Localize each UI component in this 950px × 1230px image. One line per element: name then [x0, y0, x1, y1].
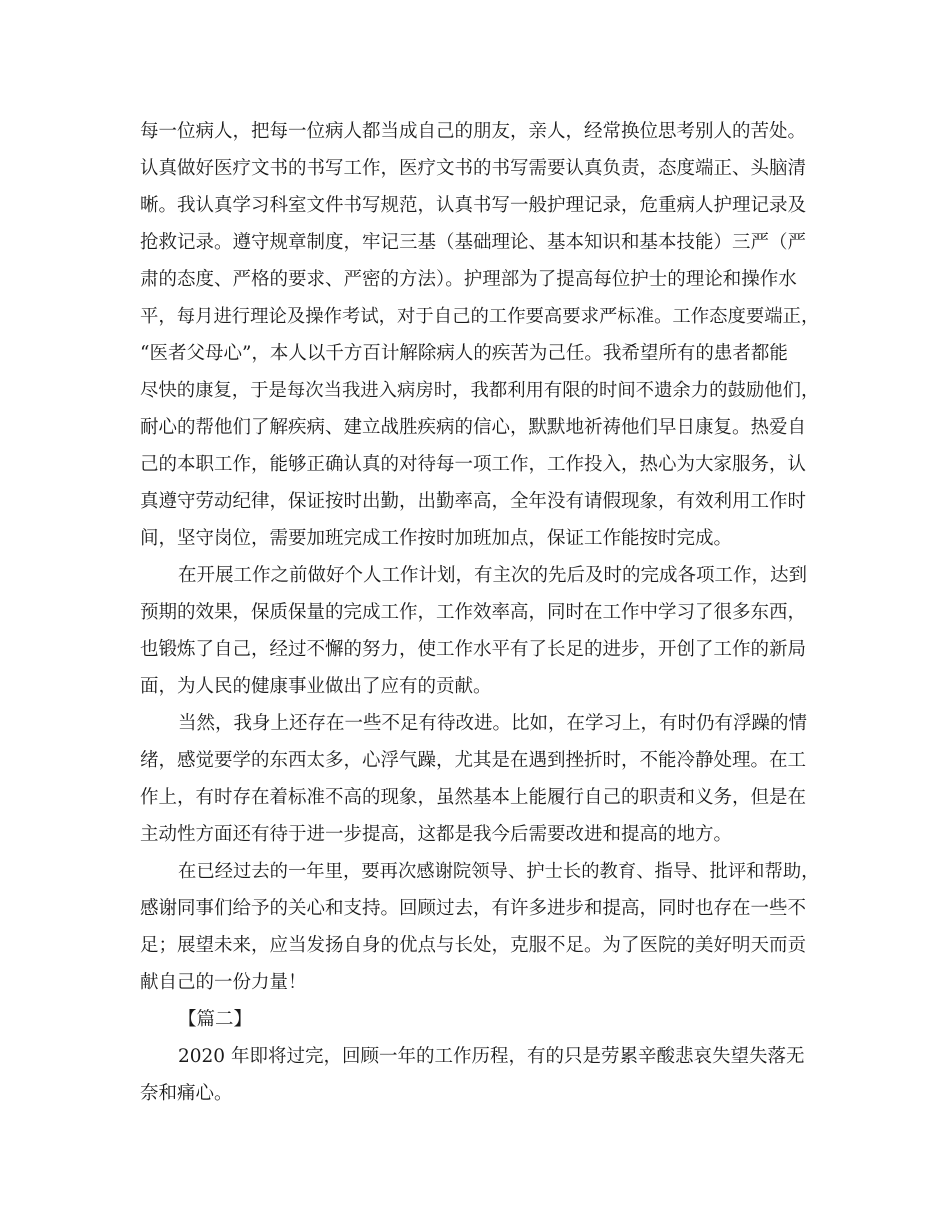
text-line: 作上，有时存在着标准不高的现象，虽然基本上能履行自己的职责和义务，但是在 [140, 787, 807, 808]
text-line: 平，每月进行理论及操作考试，对于自己的工作要高要求严标准。工作态度要端正， [140, 306, 820, 327]
text-line: 认真做好医疗文书的书写工作，医疗文书的书写需要认真负责，态度端正、头脑清 [140, 158, 807, 179]
text-line: 2020 年即将过完，回顾一年的工作历程，有的只是劳累辛酸悲哀失望失落无 [178, 1046, 805, 1067]
text-line: 绪，感觉要学的东西太多，心浮气躁，尤其是在遇到挫折时，不能冷静处理。在工 [140, 750, 807, 771]
text-line: “医者父母心”，本人以千方百计解除病人的疾苦为己任。我希望所有的患者都能 [140, 343, 788, 364]
text-line: 献自己的一份力量！ [140, 972, 307, 993]
text-line: 主动性方面还有待于进一步提高，这都是我今后需要改进和提高的地方。 [140, 824, 733, 845]
text-line: 己的本职工作，能够正确认真的对待每一项工作，工作投入，热心为大家服务，认 [140, 454, 807, 475]
text-line: 尽快的康复，于是每次当我进入病房时，我都利用有限的时间不遗余力的鼓励他们， [140, 380, 820, 401]
text-line: 耐心的帮他们了解疾病、建立战胜疾病的信心，默默地祈祷他们早日康复。热爱自 [140, 417, 807, 438]
text-line: 抢救记录。遵守规章制度，牢记三基（基础理论、基本知识和基本技能）三严（严 [140, 232, 807, 253]
text-line: 感谢同事们给予的关心和支持。回顾过去，有许多进步和提高，同时也存在一些不 [140, 898, 807, 919]
text-line: 真遵守劳动纪律，保证按时出勤，出勤率高，全年没有请假现象，有效利用工作时 [140, 491, 807, 512]
text-line: 晰。我认真学习科室文件书写规范，认真书写一般护理记录，危重病人护理记录及 [140, 195, 807, 216]
text-line: 在已经过去的一年里，要再次感谢院领导、护士长的教育、指导、批评和帮助， [178, 861, 820, 882]
document-body [140, 113, 820, 1112]
text-line: 当然，我身上还存在一些不足有待改进。比如，在学习上，有时仍有浮躁的情 [178, 713, 808, 734]
text-line: 面，为人民的健康事业做出了应有的贡献。 [140, 676, 492, 697]
text-line: 也锻炼了自己，经过不懈的努力，使工作水平有了长足的进步，开创了工作的新局 [140, 639, 807, 660]
text-line: 【篇二】 [178, 1009, 253, 1030]
text-line: 在开展工作之前做好个人工作计划，有主次的先后及时的完成各项工作，达到 [178, 565, 808, 586]
text-line: 每一位病人，把每一位病人都当成自己的朋友，亲人，经常换位思考别人的苦处。 [140, 121, 807, 142]
text-line: 间，坚守岗位，需要加班完成工作按时加班加点，保证工作能按时完成。 [140, 528, 733, 549]
text-line: 肃的态度、严格的要求、严密的方法）。护理部为了提高每位护士的理论和操作水 [140, 269, 797, 290]
text-line: 足；展望未来，应当发扬自身的优点与长处，克服不足。为了医院的美好明天而贡 [140, 935, 807, 956]
text-line: 预期的效果，保质保量的完成工作，工作效率高，同时在工作中学习了很多东西， [140, 602, 807, 623]
text-line: 奈和痛心。 [140, 1083, 233, 1104]
